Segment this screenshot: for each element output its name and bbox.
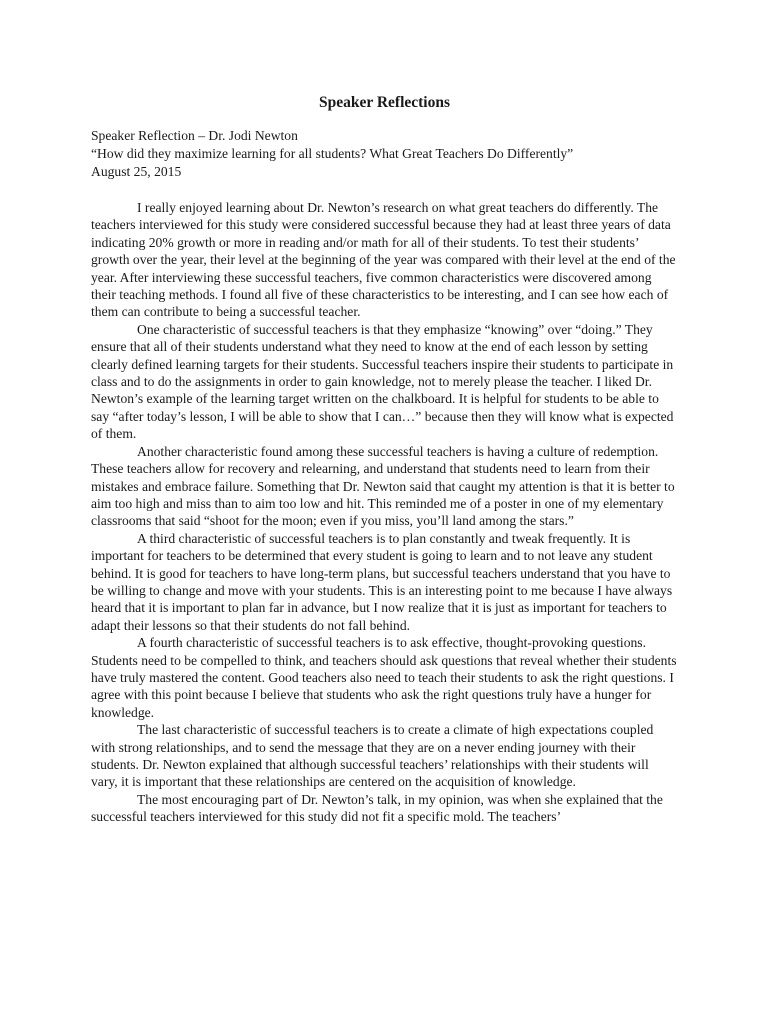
document-meta: [91, 127, 678, 181]
paragraph-high-expectations: The last characteristic of successful teachers is to create a climate of high expectations coupled with strong relationships, and to send the message that they are on a never ending journey with their students. Dr. Newton explained that although successful teachers’ relationships with their students will vary, it is important that these relationships are centered on the acquisition of knowledge.: [91, 722, 654, 790]
date-line: August 25, 2015: [91, 164, 182, 179]
paragraph-effective-questions: A fourth characteristic of successful teachers is to ask effective, thought-provoking questions. Students need to be compelled to think, and teachers should ask questions that reveal whether their students have truly mastered the content. Good teachers also need to teach their students to ask the right questions. I agree with this point because I believe that students who ask the right questions truly have a hunger for knowledge.: [91, 635, 677, 720]
talk-title-line: “How did they maximize learning for all students? What Great Teachers Do Differently”: [91, 146, 574, 161]
paragraph-intro: I really enjoyed learning about Dr. Newton’s research on what great teachers do differently. The teachers interviewed for this study were considered successful because they had at least three years of data indicating 20% growth or more in reading and/or math for all of their students. To test their students’ growth over the year, their level at the beginning of the year was compared with their level at the end of the year. After interviewing these successful teachers, five common characteristics were discovered among their teaching methods. I found all five of these characteristics to be interesting, and I can see how each of them can contribute to being a successful teacher.: [91, 200, 676, 320]
speaker-line: Speaker Reflection – Dr. Jodi Newton: [91, 128, 298, 143]
document-page: [91, 92, 678, 826]
paragraph-plan-and-tweak: A third characteristic of successful teachers is to plan constantly and tweak frequently. It is important for teachers to be determined that every student is going to learn and to not leave any student behind. It is good for teachers to have long-term plans, but successful teachers understand that you have to be willing to change and move with your students. This is an interesting point to me because I have always heard that it is important to plan far in advance, but I now realize that it is just as important for teachers to adapt their lessons so that their students do not fall behind.: [91, 530, 673, 633]
paragraph-encouraging-part: The most encouraging part of Dr. Newton’s talk, in my opinion, was when she explained that the successful teachers interviewed for this study did not fit a specific mold. The teachers’: [91, 791, 663, 825]
paragraph-knowing-over-doing: One characteristic of successful teachers is that they emphasize “knowing” over “doing.” They ensure that all of their students understand what they need to know at the end of each lesson by setting clearly defined learning targets for their students. Successful teachers inspire their students to participate in class and to do the assignments in order to gain knowledge, not to merely please the teacher. I liked Dr. Newton’s example of the learning target written on the chalkboard. It is helpful for students to be able to say “after today’s lesson, I will be able to show that I can…” because then they will know what is expected of them.: [91, 321, 674, 442]
document-title: Speaker Reflections: [318, 94, 451, 111]
paragraph-culture-of-redemption: Another characteristic found among these successful teachers is having a culture of redemption. These teachers allow for recovery and relearning, and understand that students need to learn from their mistakes and embrace failure. Something that Dr. Newton said that caught my attention is that it is better to aim too high and miss than to aim too low and hit. This reminded me of a poster in one of my elementary classrooms that said “shoot for the moon; even if you miss, you’ll land among the stars.”: [91, 443, 675, 529]
document-body: [91, 199, 678, 826]
